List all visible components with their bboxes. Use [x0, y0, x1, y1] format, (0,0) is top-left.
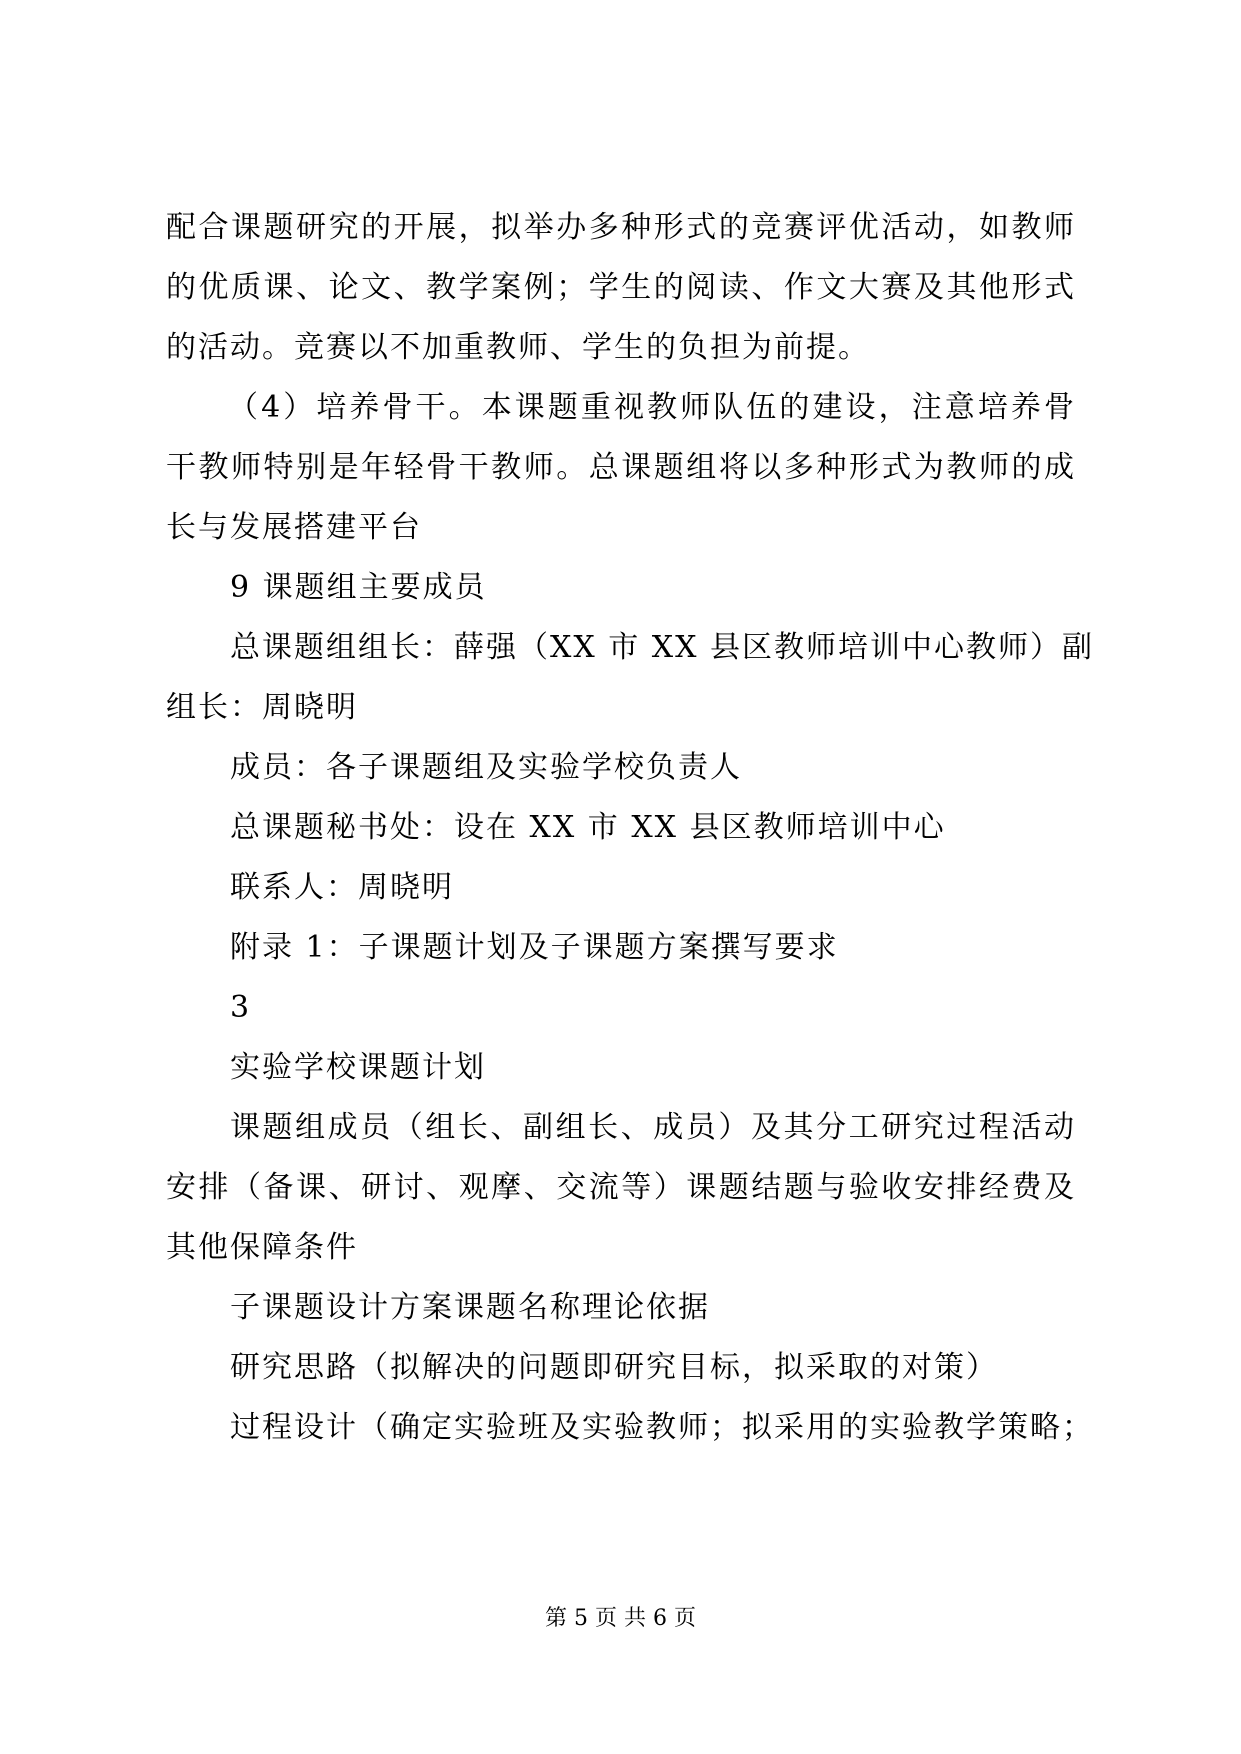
paragraph-line: 实验学校课题计划	[230, 1050, 486, 1085]
section-heading: 9 课题组主要成员	[230, 570, 487, 605]
paragraph-line: 其他保障条件	[166, 1230, 358, 1265]
paragraph-line: 总课题组组长：薛强（XX 市 XX 县区教师培训中心教师）副	[230, 630, 1095, 665]
page-footer: 第 5 页 共 6 页	[545, 1606, 696, 1631]
paragraph-line: 配合课题研究的开展，拟举办多种形式的竞赛评优活动，如教师	[166, 210, 1076, 245]
paragraph-line: 成员：各子课题组及实验学校负责人	[230, 750, 742, 785]
paragraph-line: 总课题秘书处：设在 XX 市 XX 县区教师培训中心	[230, 810, 946, 845]
paragraph-line: 研究思路（拟解决的问题即研究目标，拟采取的对策）	[230, 1350, 998, 1385]
paragraph-line: 的活动。竞赛以不加重教师、学生的负担为前提。	[166, 330, 870, 365]
paragraph-line: 附录 1：子课题计划及子课题方案撰写要求	[230, 930, 839, 965]
paragraph-line: （4）培养骨干。本课题重视教师队伍的建设，注意培养骨	[228, 390, 1076, 425]
paragraph-line: 的优质课、论文、教学案例；学生的阅读、作文大赛及其他形式	[166, 270, 1076, 305]
paragraph-line: 3	[230, 990, 252, 1025]
paragraph-line: 过程设计（确定实验班及实验教师；拟采用的实验教学策略；	[230, 1410, 1094, 1445]
paragraph-line: 课题组成员（组长、副组长、成员）及其分工研究过程活动	[230, 1110, 1076, 1145]
paragraph-line: 子课题设计方案课题名称理论依据	[230, 1290, 710, 1325]
paragraph-line: 联系人：周晓明	[230, 870, 454, 905]
paragraph-line: 干教师特别是年轻骨干教师。总课题组将以多种形式为教师的成	[166, 450, 1076, 485]
paragraph-line: 安排（备课、研讨、观摩、交流等）课题结题与验收安排经费及	[166, 1170, 1076, 1205]
paragraph-line: 长与发展搭建平台	[166, 510, 422, 545]
paragraph-line: 组长：周晓明	[166, 690, 358, 725]
